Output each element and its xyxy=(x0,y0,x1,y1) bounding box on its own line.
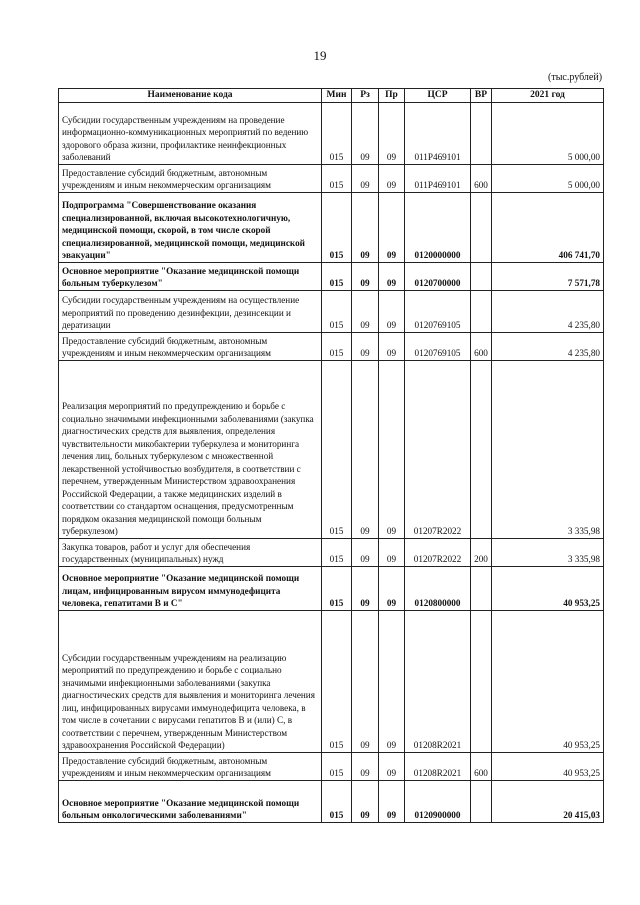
header-rz: Рз xyxy=(352,89,379,103)
row-amount: 4 235,80 xyxy=(492,332,604,360)
row-vr xyxy=(471,102,492,164)
table-row xyxy=(59,102,604,164)
row-csr: 011P469101 xyxy=(405,164,471,192)
row-amount: 40 953,25 xyxy=(492,566,604,610)
row-vr xyxy=(471,262,492,290)
row-csr: 01207R2022 xyxy=(405,538,471,566)
table-row xyxy=(59,290,604,332)
row-csr: 0120000000 xyxy=(405,192,471,262)
table-row xyxy=(59,752,604,780)
row-csr: 0120800000 xyxy=(405,566,471,610)
row-pr: 09 xyxy=(379,164,405,192)
row-rz: 09 xyxy=(352,610,379,752)
row-name: Субсидии государственным учреждениям на проведение информационно-коммуникационных мероприятий по ведению здорового образа жизни, профилактике неинфекционных заболеваний xyxy=(59,102,322,164)
table-row xyxy=(59,192,604,262)
table-row xyxy=(59,360,604,538)
row-name: Субсидии государственным учреждениям на осуществление мероприятий по проведению дезинфекции, дезинсекции и дератизации xyxy=(59,290,322,332)
row-vr: 600 xyxy=(471,164,492,192)
row-vr xyxy=(471,290,492,332)
row-rz: 09 xyxy=(352,332,379,360)
row-csr: 01208R2021 xyxy=(405,752,471,780)
row-rz: 09 xyxy=(352,360,379,538)
row-name: Основное мероприятие "Оказание медицинской помощи лицам, инфицированным вирусом иммунодефицита человека, гепатитами В и С" xyxy=(59,566,322,610)
row-name: Основное мероприятие "Оказание медицинской помощи больным туберкулезом" xyxy=(59,262,322,290)
units-label: (тыс.рублей) xyxy=(548,72,603,83)
row-name: Основное мероприятие "Оказание медицинской помощи больным онкологическими заболеваниями" xyxy=(59,780,322,822)
row-min: 015 xyxy=(322,538,352,566)
row-csr: 0120769105 xyxy=(405,290,471,332)
row-vr: 600 xyxy=(471,332,492,360)
row-min: 015 xyxy=(322,360,352,538)
table-row xyxy=(59,566,604,610)
row-pr: 09 xyxy=(379,780,405,822)
row-min: 015 xyxy=(322,290,352,332)
row-min: 015 xyxy=(322,780,352,822)
page-number: 19 xyxy=(313,48,327,63)
row-pr: 09 xyxy=(379,752,405,780)
row-rz: 09 xyxy=(352,780,379,822)
header-year: 2021 год xyxy=(492,89,604,103)
row-amount: 3 335,98 xyxy=(492,360,604,538)
row-name: Субсидии государственным учреждениям на реализацию мероприятий по предупреждению и борьбе с социально значимыми инфекционными заболеваниями (закупка диагностических средств для выявления и мониторинга лечения лиц, инфицированных вирусами иммунодефицита человека, в том числе в сочетании с вирусами гепатитов В и (или) С, в соответствии с перечнем, утвержденным Министерством здравоохранения Российской Федерации) xyxy=(59,610,322,752)
row-amount: 3 335,98 xyxy=(492,538,604,566)
row-min: 015 xyxy=(322,332,352,360)
row-vr xyxy=(471,610,492,752)
row-pr: 09 xyxy=(379,262,405,290)
row-pr: 09 xyxy=(379,332,405,360)
row-name: Закупка товаров, работ и услуг для обеспечения государственных (муниципальных) нужд xyxy=(59,538,322,566)
row-amount: 406 741,70 xyxy=(492,192,604,262)
row-csr: 01208R2021 xyxy=(405,610,471,752)
row-rz: 09 xyxy=(352,752,379,780)
row-name: Подпрограмма "Совершенствование оказания специализированной, включая высокотехнологичную, медицинской помощи, скорой, в том числе скорой специализированной, медицинской помощи, медицинской эвакуации" xyxy=(59,192,322,262)
row-vr: 600 xyxy=(471,752,492,780)
row-csr: 0120900000 xyxy=(405,780,471,822)
row-pr: 09 xyxy=(379,360,405,538)
row-csr: 011P469101 xyxy=(405,102,471,164)
row-rz: 09 xyxy=(352,192,379,262)
row-pr: 09 xyxy=(379,610,405,752)
row-rz: 09 xyxy=(352,262,379,290)
row-min: 015 xyxy=(322,102,352,164)
header-csr: ЦСР xyxy=(405,89,471,103)
row-name: Реализация мероприятий по предупреждению и борьбе с социально значимыми инфекционными заболеваниями (закупка диагностических средств для выявления, определения чувствительности микобактерии туберкулеза и мониторинга лечения лиц, больных туберкулезом с множественной лекарственной устойчивостью возбудителя, в соответствии с перечнем, утвержденным Министерством здравоохранения Российской Федерации, а также медицинских изделий в соответствии со стандартом оснащения, предусмотренным порядком оказания медицинской помощи больным туберкулезом) xyxy=(59,360,322,538)
row-amount: 7 571,78 xyxy=(492,262,604,290)
row-min: 015 xyxy=(322,262,352,290)
row-min: 015 xyxy=(322,164,352,192)
row-rz: 09 xyxy=(352,102,379,164)
row-vr xyxy=(471,780,492,822)
header-pr: Пр xyxy=(379,89,405,103)
row-pr: 09 xyxy=(379,102,405,164)
row-amount: 4 235,80 xyxy=(492,290,604,332)
row-csr: 0120769105 xyxy=(405,332,471,360)
row-pr: 09 xyxy=(379,538,405,566)
row-rz: 09 xyxy=(352,290,379,332)
row-min: 015 xyxy=(322,192,352,262)
table-row xyxy=(59,780,604,822)
row-rz: 09 xyxy=(352,538,379,566)
row-rz: 09 xyxy=(352,164,379,192)
row-name: Предоставление субсидий бюджетным, автономным учреждениям и иным некоммерческим организациям xyxy=(59,332,322,360)
row-vr xyxy=(471,566,492,610)
row-vr: 200 xyxy=(471,538,492,566)
table-row xyxy=(59,538,604,566)
row-amount: 5 000,00 xyxy=(492,102,604,164)
row-min: 015 xyxy=(322,752,352,780)
row-rz: 09 xyxy=(352,566,379,610)
row-vr xyxy=(471,360,492,538)
header-vr: ВР xyxy=(471,89,492,103)
row-amount: 40 953,25 xyxy=(492,752,604,780)
row-name: Предоставление субсидий бюджетным, автономным учреждениям и иным некоммерческим организациям xyxy=(59,164,322,192)
row-pr: 09 xyxy=(379,192,405,262)
row-amount: 5 000,00 xyxy=(492,164,604,192)
row-pr: 09 xyxy=(379,566,405,610)
table-row xyxy=(59,164,604,192)
table-row xyxy=(59,332,604,360)
row-amount: 40 953,25 xyxy=(492,610,604,752)
row-amount: 20 415,03 xyxy=(492,780,604,822)
row-vr xyxy=(471,192,492,262)
row-pr: 09 xyxy=(379,290,405,332)
header-min: Мин xyxy=(322,89,352,103)
table-row xyxy=(59,262,604,290)
table-row xyxy=(59,610,604,752)
budget-table xyxy=(58,88,604,823)
header-name: Наименование кода xyxy=(59,89,322,103)
row-csr: 01207R2022 xyxy=(405,360,471,538)
row-min: 015 xyxy=(322,566,352,610)
row-name: Предоставление субсидий бюджетным, автономным учреждениям и иным некоммерческим организациям xyxy=(59,752,322,780)
row-min: 015 xyxy=(322,610,352,752)
row-csr: 0120700000 xyxy=(405,262,471,290)
header-row xyxy=(59,89,604,103)
